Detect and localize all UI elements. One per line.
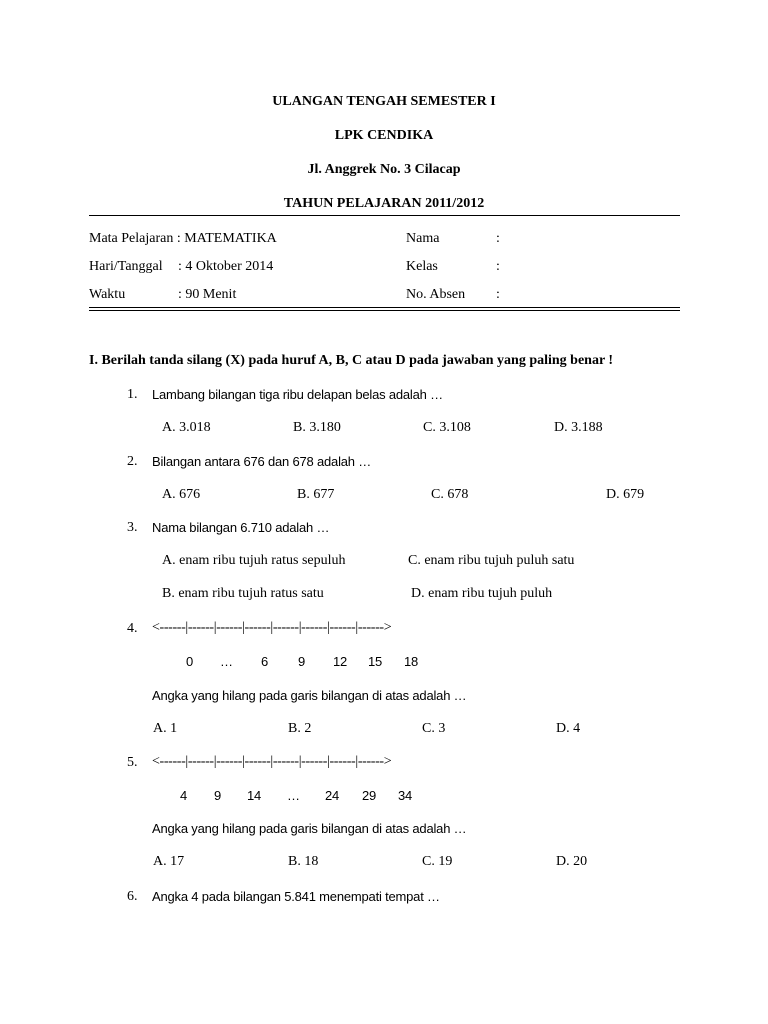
option-c: C. 19 bbox=[422, 854, 453, 869]
option-d: D. 3.188 bbox=[554, 420, 603, 435]
option-d: D. 4 bbox=[556, 721, 581, 736]
institution-address: Jl. Anggrek No. 3 Cilacap bbox=[307, 162, 461, 177]
number-line-tick: 9 bbox=[298, 654, 306, 669]
option-b: B. 677 bbox=[297, 487, 335, 502]
option-b: B. 3.180 bbox=[293, 420, 341, 435]
option-b: B. 18 bbox=[288, 854, 319, 869]
info-divider-bottom bbox=[89, 310, 680, 311]
option-a: A. 1 bbox=[153, 721, 178, 736]
option-a: A. 17 bbox=[153, 854, 185, 869]
number-line-tick: 9 bbox=[214, 788, 222, 803]
option-c: C. 3.108 bbox=[423, 420, 471, 435]
name-colon: : bbox=[496, 231, 500, 246]
option-d: D. 20 bbox=[556, 854, 588, 869]
option-b: B. 2 bbox=[288, 721, 312, 736]
date-value: : 4 Oktober 2014 bbox=[178, 259, 274, 274]
class-colon: : bbox=[496, 259, 500, 274]
number-line: <------|------|------|------|------|------|------|------> bbox=[152, 620, 392, 635]
question-number: 2. bbox=[127, 454, 138, 469]
class-label: Kelas bbox=[406, 259, 438, 274]
time-value: : 90 Menit bbox=[178, 287, 237, 302]
subject-label: Mata Pelajaran : MATEMATIKA bbox=[89, 231, 277, 246]
question-text: Angka 4 pada bilangan 5.841 menempati tempat … bbox=[152, 889, 440, 904]
number-line-tick: 0 bbox=[186, 654, 194, 669]
question-text: Lambang bilangan tiga ribu delapan belas adalah … bbox=[152, 387, 443, 402]
option-a: A. enam ribu tujuh ratus sepuluh bbox=[162, 553, 346, 568]
question-number: 6. bbox=[127, 889, 138, 904]
number-line-tick: … bbox=[287, 788, 300, 803]
number-line-tick: 6 bbox=[261, 654, 269, 669]
time-label: Waktu bbox=[89, 287, 126, 302]
question-text: Angka yang hilang pada garis bilangan di atas adalah … bbox=[152, 821, 467, 836]
question-text: Angka yang hilang pada garis bilangan di atas adalah … bbox=[152, 688, 467, 703]
academic-year: TAHUN PELAJARAN 2011/2012 bbox=[283, 196, 485, 211]
number-line-tick: 18 bbox=[404, 654, 419, 669]
info-divider-top bbox=[89, 307, 680, 308]
number-line-tick: … bbox=[220, 654, 233, 669]
option-c: C. enam ribu tujuh puluh satu bbox=[408, 553, 575, 568]
option-c: C. 678 bbox=[431, 487, 469, 502]
option-b: B. enam ribu tujuh ratus satu bbox=[162, 586, 324, 601]
section-instruction: I. Berilah tanda silang (X) pada huruf A, B, C atau D pada jawaban yang paling benar ! bbox=[89, 353, 614, 368]
number-line-tick: 14 bbox=[247, 788, 262, 803]
absen-label: No. Absen bbox=[406, 287, 466, 302]
question-number: 3. bbox=[127, 520, 138, 535]
question-text: Bilangan antara 676 dan 678 adalah … bbox=[152, 454, 372, 469]
option-a: A. 676 bbox=[162, 487, 201, 502]
date-label: Hari/Tanggal bbox=[89, 259, 163, 274]
question-number: 4. bbox=[127, 621, 138, 636]
option-c: C. 3 bbox=[422, 721, 446, 736]
number-line-tick: 29 bbox=[362, 788, 377, 803]
number-line-tick: 34 bbox=[398, 788, 413, 803]
option-a: A. 3.018 bbox=[162, 420, 211, 435]
question-text: Nama bilangan 6.710 adalah … bbox=[152, 520, 330, 535]
question-number: 5. bbox=[127, 755, 138, 770]
question-number: 1. bbox=[127, 387, 138, 402]
header-divider bbox=[89, 215, 680, 216]
option-d: D. 679 bbox=[606, 487, 645, 502]
number-line: <------|------|------|------|------|------|------|------> bbox=[152, 754, 392, 769]
option-d: D. enam ribu tujuh puluh bbox=[411, 586, 553, 601]
number-line-tick: 15 bbox=[368, 654, 383, 669]
number-line-tick: 4 bbox=[180, 788, 188, 803]
name-label: Nama bbox=[406, 231, 440, 246]
institution-name: LPK CENDIKA bbox=[334, 128, 434, 143]
number-line-tick: 12 bbox=[333, 654, 348, 669]
absen-colon: : bbox=[496, 287, 500, 302]
exam-title: ULANGAN TENGAH SEMESTER I bbox=[272, 94, 496, 109]
number-line-tick: 24 bbox=[325, 788, 340, 803]
